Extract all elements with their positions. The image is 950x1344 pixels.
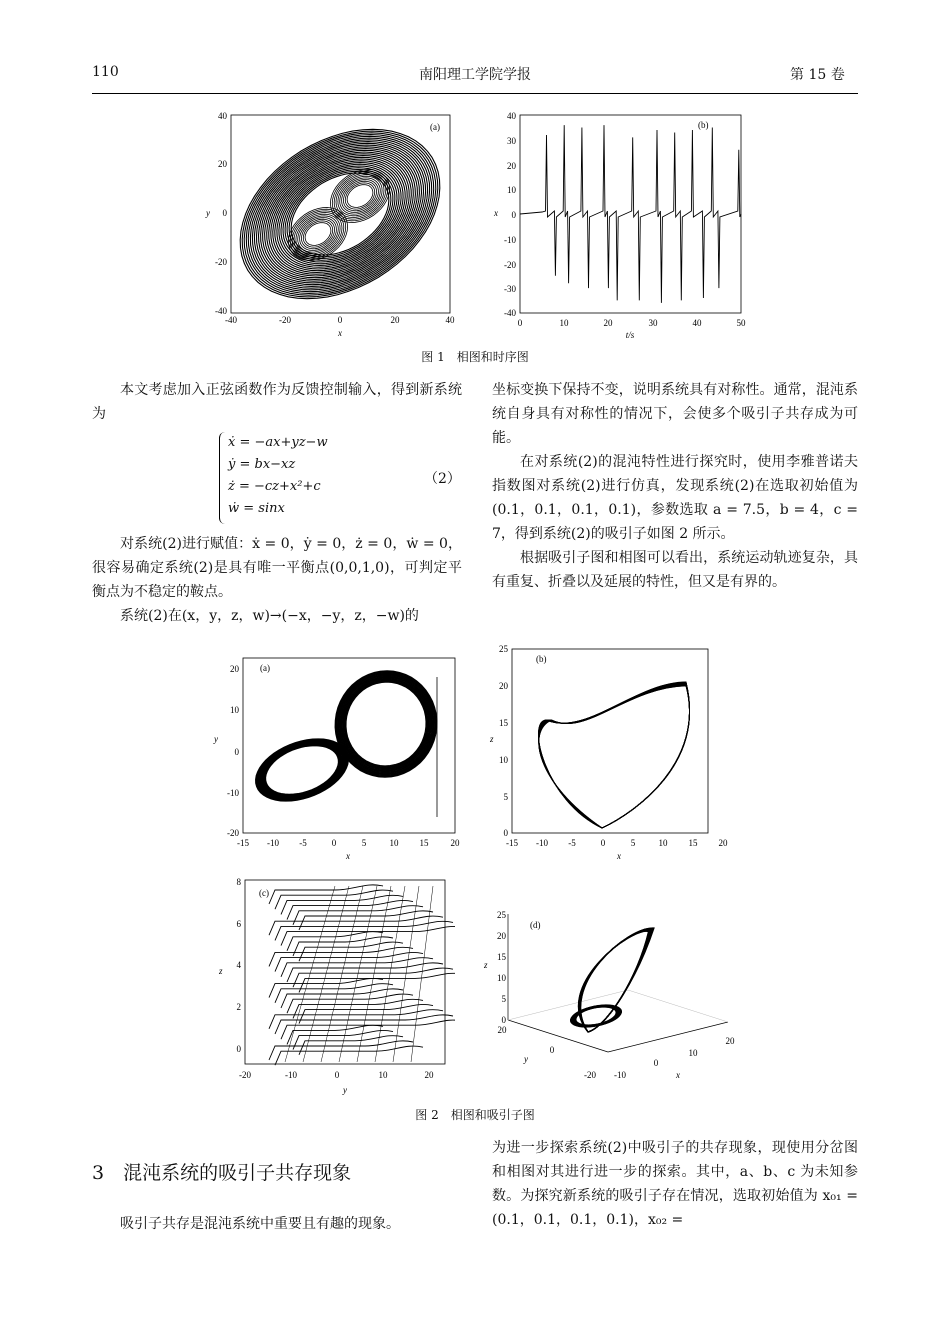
fig1a-xtick: 20 bbox=[390, 315, 400, 325]
fig2b-orbit bbox=[539, 683, 690, 828]
fig1b-ytick: -30 bbox=[504, 284, 516, 294]
fig1a-inner-orbit bbox=[300, 218, 337, 251]
fig1b-xlabel: t/s bbox=[625, 330, 635, 340]
fig2d-zlabel: z bbox=[484, 960, 488, 970]
fig2b-phase-plot bbox=[486, 642, 736, 864]
fig2c-xtick: 20 bbox=[424, 1070, 434, 1080]
fig2b-ylabel: z bbox=[490, 734, 494, 744]
fig1a-xtick: 0 bbox=[337, 315, 343, 325]
fig1b-time-series bbox=[488, 108, 758, 344]
volume-label: 第 15 卷 bbox=[790, 67, 845, 83]
fig2a-orbit bbox=[262, 743, 341, 796]
left-paragraph-2: 对系统(2)进行赋值：ẋ = 0，ẏ = 0，ż = 0，ẇ = 0，很容易确定系统(2)是具有唯一平衡点(0,0,1,0)，可判定平衡点为不稳定的鞍点。 bbox=[92, 536, 462, 600]
fig2a-xtick: 0 bbox=[331, 838, 337, 848]
fig2b-label: (b) bbox=[536, 654, 547, 664]
fig2c-stripe bbox=[269, 978, 383, 997]
left-column-bottom bbox=[92, 532, 462, 628]
fig2c-xtick: -10 bbox=[285, 1070, 297, 1080]
fig1a-inner-orbit bbox=[334, 173, 386, 219]
fig2c-stripe bbox=[281, 1020, 455, 1039]
fig2c-diagonal bbox=[357, 886, 391, 1062]
section-3-right bbox=[492, 1136, 858, 1232]
fig2b-xtick: -5 bbox=[568, 838, 576, 848]
fig1b-xtick: 30 bbox=[648, 318, 658, 328]
fig2a-ylabel: y bbox=[214, 734, 218, 744]
fig2c-stripe bbox=[293, 1030, 393, 1049]
fig2a-xtick: 10 bbox=[389, 838, 399, 848]
fig1b-xtick: 50 bbox=[736, 318, 746, 328]
fig2a-xtick: -5 bbox=[299, 838, 307, 848]
section-3-left-paragraph: 吸引子共存是混沌系统中重要且有趣的现象。 bbox=[120, 1216, 400, 1232]
fig2b-orbit bbox=[539, 684, 690, 828]
fig1b-ylabel: x bbox=[494, 208, 498, 218]
fig2b-orbit bbox=[539, 684, 690, 828]
fig2c-diagonal bbox=[411, 886, 433, 1062]
fig2d-ylabel: y bbox=[524, 1054, 528, 1064]
right-column-top bbox=[492, 378, 858, 594]
fig2d-ztick: 20 bbox=[497, 931, 506, 941]
fig1b-ytick: -20 bbox=[504, 260, 516, 270]
equation-number: （2） bbox=[424, 471, 461, 487]
fig1b-xtick: 10 bbox=[559, 318, 569, 328]
fig2c-ytick: 0 bbox=[236, 1044, 241, 1054]
equation-line: ẏ = bx−xz bbox=[228, 457, 296, 472]
fig1a-trajectory bbox=[240, 129, 440, 298]
fig1b-xtick: 20 bbox=[603, 318, 613, 328]
fig2a-ytick: 0 bbox=[234, 747, 239, 757]
fig2a-ytick: 20 bbox=[230, 664, 239, 674]
fig2a-label: (a) bbox=[260, 663, 270, 673]
fig1a-inner-orbit bbox=[342, 180, 379, 213]
fig1b-xtick: 0 bbox=[517, 318, 523, 328]
fig2b-ytick: 25 bbox=[499, 644, 508, 654]
fig2a-xtick: -10 bbox=[267, 838, 279, 848]
fig2c-ytick: 2 bbox=[236, 1002, 241, 1012]
fig1b-trajectory bbox=[520, 125, 741, 303]
fig2b-xtick: 15 bbox=[688, 838, 698, 848]
fig2b-orbit bbox=[539, 684, 690, 828]
right-paragraph-3: 根据吸引子图和相图可以看出，系统运动轨迹复杂，具有重复、折叠以及延展的特性，但又是有界的。 bbox=[492, 550, 858, 590]
fig2a-phase-plot bbox=[210, 652, 465, 864]
fig2a-orbit bbox=[260, 742, 343, 798]
fig2a-orbit bbox=[263, 744, 341, 796]
fig2a-orbit bbox=[262, 743, 343, 797]
fig2b-orbit bbox=[539, 683, 690, 828]
fig2b-orbit bbox=[539, 684, 690, 828]
fig2c-stripe bbox=[281, 926, 455, 945]
fig1a-ytick: -20 bbox=[215, 257, 227, 267]
fig2d-xtick: -10 bbox=[614, 1070, 626, 1080]
fig2c-stripe bbox=[287, 932, 383, 951]
equation-system-2 bbox=[228, 432, 328, 520]
left-paragraph-3: 系统(2)在(x，y，z，w)→(−x，−y，z，−w)的 bbox=[120, 608, 419, 624]
equation-line: ẋ = −ax+yz−w bbox=[228, 435, 328, 450]
fig2d-ytick: 0 bbox=[549, 1045, 555, 1055]
fig1b-ytick: 20 bbox=[507, 161, 516, 171]
fig1a-ytick: -40 bbox=[215, 306, 227, 316]
fig2b-xtick: 5 bbox=[630, 838, 636, 848]
fig2b-xtick: -10 bbox=[536, 838, 548, 848]
fig1a-ytick: 0 bbox=[222, 208, 227, 218]
fig1b-ytick: 30 bbox=[507, 136, 516, 146]
fig2c-stripe bbox=[299, 1036, 403, 1055]
fig2d-ztick: 10 bbox=[497, 973, 506, 983]
left-column-top bbox=[92, 378, 462, 426]
fig1b-ytick: 40 bbox=[507, 111, 516, 121]
fig2a-xtick: 5 bbox=[361, 838, 367, 848]
fig1a-ytick: 40 bbox=[218, 111, 227, 121]
fig2d-ztick: 0 bbox=[501, 1015, 506, 1025]
fig2a-ytick: -10 bbox=[227, 788, 239, 798]
fig2a-xtick: 20 bbox=[450, 838, 460, 848]
fig2b-orbit bbox=[539, 682, 690, 828]
fig1b-ytick: 0 bbox=[511, 210, 516, 220]
fig2a-trajectory bbox=[256, 671, 437, 817]
fig2d-xtick: 0 bbox=[653, 1058, 659, 1068]
fig1a-xtick: -20 bbox=[279, 315, 291, 325]
fig2b-ytick: 15 bbox=[499, 718, 508, 728]
fig2d-ytick: -20 bbox=[584, 1070, 596, 1080]
right-paragraph-1: 坐标变换下保持不变，说明系统具有对称性。通常，混沌系统自身具有对称性的情况下，会使多个吸引子共存成为可能。 bbox=[492, 382, 858, 446]
fig1a-xlabel: x bbox=[338, 328, 342, 338]
fig2c-ylabel: z bbox=[219, 966, 223, 976]
fig2c-xlabel: y bbox=[343, 1085, 347, 1095]
fig2c-xtick: 0 bbox=[334, 1070, 340, 1080]
section-3-heading: 3 混沌系统的吸引子共存现象 bbox=[92, 1162, 352, 1184]
fig1b-series bbox=[520, 125, 741, 303]
fig2c-stripe bbox=[269, 947, 413, 966]
fig2b-orbit bbox=[539, 683, 690, 828]
page-number: 110 bbox=[92, 64, 119, 80]
fig2b-ytick: 10 bbox=[499, 755, 508, 765]
fig2c-stripe bbox=[281, 895, 403, 914]
fig2b-xtick: 10 bbox=[658, 838, 668, 848]
equation-line: ż = −cz+x²+c bbox=[228, 479, 321, 494]
fig2b-trajectory bbox=[538, 682, 689, 828]
fig2d-ztick: 5 bbox=[501, 994, 506, 1004]
fig2c-stripe bbox=[287, 1025, 383, 1044]
fig2c-xtick: 10 bbox=[378, 1070, 388, 1080]
figure2-caption: 图 2 相图和吸引子图 bbox=[415, 1108, 535, 1122]
fig2b-ytick: 5 bbox=[503, 792, 508, 802]
fig2d-xtick: 20 bbox=[725, 1036, 735, 1046]
fig2c-diagonal bbox=[393, 886, 419, 1062]
fig2a-xtick: -15 bbox=[237, 838, 249, 848]
journal-title: 南阳理工学院学报 bbox=[419, 67, 531, 83]
fig2a-xtick: 15 bbox=[419, 838, 429, 848]
figure1-caption: 图 1 相图和时序图 bbox=[421, 350, 529, 364]
fig2b-xlabel: x bbox=[617, 851, 621, 861]
fig2b-orbit bbox=[538, 682, 689, 828]
fig2a-orbit bbox=[346, 682, 426, 766]
fig2d-3d-attractor bbox=[478, 906, 748, 1086]
fig2c-ytick: 8 bbox=[236, 877, 241, 887]
fig2a-xlabel: x bbox=[346, 851, 350, 861]
fig2c-ytick: 4 bbox=[236, 960, 241, 970]
fig2a-ytick: 10 bbox=[230, 705, 239, 715]
fig2b-ytick: 0 bbox=[503, 828, 508, 838]
fig2c-label: (c) bbox=[259, 888, 269, 898]
section-3-left bbox=[92, 1212, 462, 1236]
fig2c-stripe bbox=[269, 1041, 413, 1060]
fig1b-ytick: -10 bbox=[504, 235, 516, 245]
fig2d-ztick: 25 bbox=[497, 910, 506, 920]
fig1b-xtick: 40 bbox=[692, 318, 702, 328]
section-3-right-paragraph: 为进一步探索系统(2)中吸引子的共存现象，现使用分岔图和相图对其进行进一步的探索。其中，a、b、c 为未知参数。为探究新系统的吸引子存在情况，选取初始值为 x₀₁ = (0.1，0.1，0.1，0.1)，x₀₂ = bbox=[492, 1140, 858, 1228]
fig1a-xtick: 40 bbox=[445, 315, 455, 325]
fig2d-xtick: 10 bbox=[688, 1048, 698, 1058]
fig2a-orbit bbox=[261, 743, 343, 798]
fig2d-label: (d) bbox=[530, 920, 541, 930]
fig2b-xtick: 0 bbox=[600, 838, 606, 848]
fig1a-ylabel: y bbox=[206, 208, 210, 218]
fig1a-ytick: 20 bbox=[218, 159, 227, 169]
fig2b-orbit bbox=[538, 682, 689, 828]
equation-line: ẇ = sinx bbox=[228, 501, 285, 516]
fig2a-ytick: -20 bbox=[227, 828, 239, 838]
fig2b-orbit bbox=[539, 683, 690, 828]
fig2c-stripe bbox=[299, 1004, 433, 1023]
fig2c-stripe bbox=[293, 906, 423, 925]
fig2c-phase-plot bbox=[215, 874, 455, 1100]
fig1b-ytick: -40 bbox=[504, 308, 516, 318]
fig2c-diagonal bbox=[339, 886, 377, 1062]
header-rule bbox=[92, 93, 858, 94]
fig2c-stripe bbox=[299, 973, 455, 992]
fig2b-orbit bbox=[539, 683, 690, 828]
fig2c-ytick: 6 bbox=[236, 919, 241, 929]
fig2c-stripe bbox=[275, 1046, 423, 1065]
fig2c-stripe bbox=[287, 900, 413, 919]
fig2d-ytick: 20 bbox=[497, 1025, 507, 1035]
fig2c-xtick: -20 bbox=[239, 1070, 251, 1080]
left-paragraph-1: 本文考虑加入正弦函数作为反馈控制输入，得到新系统为 bbox=[92, 382, 462, 422]
fig2b-orbit bbox=[539, 683, 690, 828]
right-paragraph-2: 在对系统(2)的混沌特性进行探究时，使用李雅普诺夫指数图对系统(2)进行仿真，发现系统(2)在选取初始值为(0.1，0.1，0.1，0.1)，参数选取 a = 7.5，b = 4，c = 7，得到系统(2)的吸引子如图 2 所示。 bbox=[492, 454, 858, 542]
fig2b-ytick: 20 bbox=[499, 681, 508, 691]
fig2c-stripe bbox=[281, 958, 433, 977]
fig2b-xtick: 20 bbox=[718, 838, 728, 848]
fig1a-xtick: -40 bbox=[225, 315, 237, 325]
fig2b-xtick: -15 bbox=[506, 838, 518, 848]
fig2d-trajectory bbox=[571, 928, 655, 1032]
fig2d-xlabel: x bbox=[676, 1070, 680, 1080]
fig2c-stripe bbox=[293, 999, 423, 1018]
fig2b-orbit bbox=[539, 684, 690, 828]
fig2c-stripe bbox=[275, 952, 423, 971]
fig2c-stripe bbox=[269, 885, 383, 904]
fig1b-label: (b) bbox=[698, 120, 709, 130]
fig1a-phase-plot bbox=[200, 108, 470, 344]
fig2c-trajectory bbox=[269, 885, 455, 1065]
fig1a-label: (a) bbox=[430, 122, 440, 132]
equation-brace bbox=[219, 432, 228, 524]
fig2d-ztick: 15 bbox=[497, 952, 506, 962]
fig1b-ytick: 10 bbox=[507, 185, 516, 195]
